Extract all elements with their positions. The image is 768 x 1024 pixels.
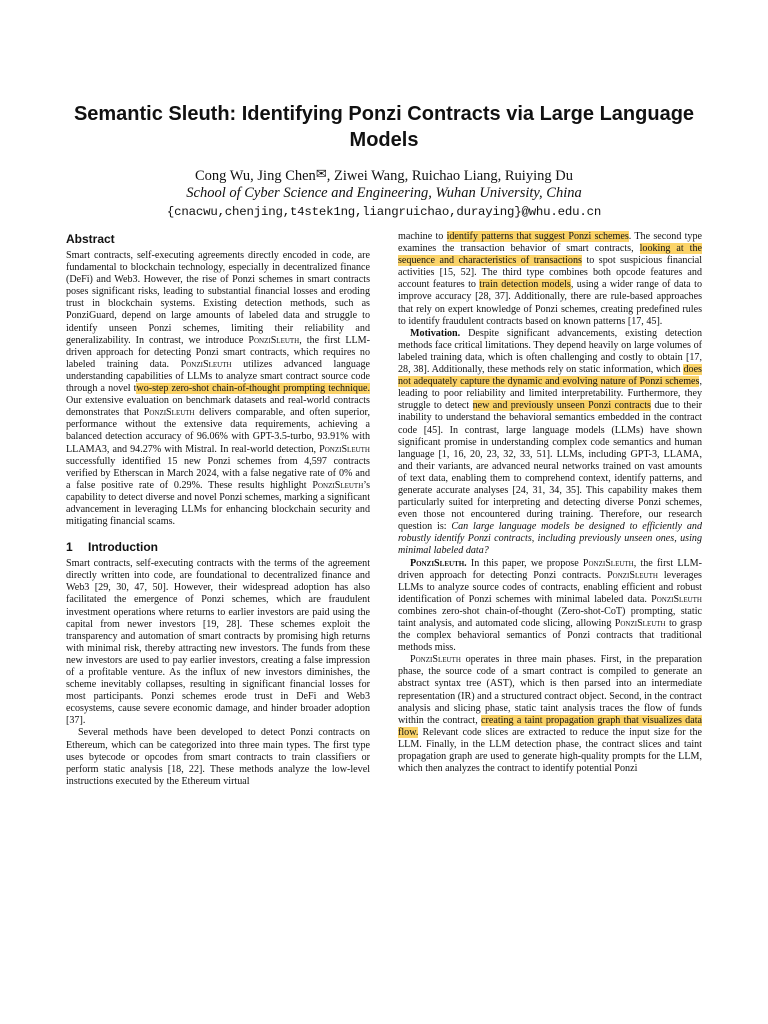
- paragraph-continued: [398, 231, 702, 328]
- body-text: operates in three main phases. First, in the preparation phase, the source code of a smart contract is compiled to generate an abstract syntax tree (AST), which is then parsed into an intermediate representation (IR) and a structured contract object. Second, in the contract analysis and slicing phase, static taint analysis traces the flow of funds within the contract,: [398, 654, 702, 726]
- system-name: PonziSleuth: [410, 654, 461, 666]
- system-name: PonziSleuth: [312, 479, 364, 491]
- body-text: . The second type examines the transaction behavior of smart contracts,: [398, 231, 703, 255]
- body-text: due to their inability to understand the behavioral semantics embedded in the contract code [45]. In contrast, large language models (LLMs) have shown significant promise in understanding complex code semantics and human language [1, 16, 20, 23, 32, 33, 51]. LLMs, including GPT-3, LLAMA, and their variants, are advanced neural networks trained on vast amounts of text data, enabling them to comprehend context, identify patterns, and generate accurate analyses [24, 31, 34, 35]. This capability makes them particularly suited for interpreting and detecting diverse Ponzi schemes, even those not encountered during training. Therefore, our research question is:: [398, 400, 702, 533]
- highlight: identify patterns that suggest Ponzi schemes: [446, 231, 629, 242]
- section-heading-introduction: [66, 539, 370, 555]
- system-name: PonziSleuth: [319, 443, 370, 455]
- system-name: PonziSleuth: [582, 557, 634, 569]
- body-text: Despite significant advancements, existing detection methods face critical limitations. They depend heavily on large volumes of labeled training data, which is often challenging and costly to obtain [17, 28, 38]. Additionally, these methods rely on static information, which: [398, 327, 702, 376]
- system-name: PonziSleuth: [614, 618, 666, 629]
- abstract-heading: Abstract: [66, 232, 115, 246]
- body-text: to grasp the complex behavioral semantics of Ponzi contracts that traditional methods miss.: [398, 618, 703, 654]
- body-text: combines zero-shot chain-of-thought (Zero-shot-CoT) prompting, static taint analysis, and automated code slicing, allowing: [398, 605, 702, 629]
- highlight: looking at the sequence and characteristics of transactions: [398, 243, 703, 267]
- body-text: to spot suspicious financial activities [15, 52]. The third type combines both opcode features and account features to: [398, 255, 703, 291]
- mail-icon: ✉: [315, 166, 327, 181]
- body-text: , the first LLM-driven approach for detecting Ponzi contracts.: [398, 557, 702, 581]
- highlight: creating a taint propagation graph that visualizes data flow.: [398, 714, 702, 738]
- affiliation: School of Cyber Science and Engineering, Wuhan University, China: [186, 185, 582, 201]
- highlight: train detection models: [479, 279, 571, 291]
- author-list: [40, 165, 728, 185]
- abstract-text: utilizes advanced language understanding capabilities of LLMs to analyze smart contract source code through a novel t: [66, 358, 370, 395]
- system-name: PonziSleuth: [143, 407, 195, 419]
- highlight: wo-step zero-shot chain-of-thought prompting technique.: [136, 383, 370, 395]
- body-text: In this paper, we propose: [466, 557, 583, 569]
- abstract-text: delivers comparable, and often superior, performance without the extensive data requirements, achieving a balanced detection accuracy of 96.06% with GPT-3.5-turbo, 93.91% with LLAMA3, and 94.27% with Mistral. In real-world detection,: [66, 407, 370, 455]
- body-text: , leading to poor reliability and limited interpretability. Furthermore, they struggle to detect: [398, 376, 702, 412]
- right-column: [398, 231, 702, 775]
- left-column: [66, 231, 370, 788]
- abstract-text: , the first LLM-driven approach for detecting Ponzi smart contracts, which requires no labeled training data.: [66, 334, 370, 370]
- research-question: Can large language models be designed to efficiently and robustly identify Ponzi contracts, including previously unseen ones, using minimal labeled data?: [398, 521, 702, 557]
- author-emails: {cnacwu,chenjing,t4stek1ng,liangruichao,duraying}@whu.edu.cn: [166, 205, 602, 219]
- system-name: PonziSleuth: [180, 358, 232, 370]
- body-text: leverages LLMs to analyze source codes of contracts, enabling efficient and robust identification of Ponzi schemes with minimal labeled data.: [398, 569, 702, 605]
- author-names-rest: , Ziwei Wang, Ruichao Liang, Ruiying Du: [326, 168, 573, 184]
- highlight: does not adequately capture the dynamic and evolving nature of Ponzi schemes: [398, 364, 702, 388]
- abstract-text: ’s capability to detect diverse and novel Ponzi schemes, marking a significant advancement in leveraging LLMs for enhancing blockchain security and mitigating financial scams.: [66, 479, 370, 528]
- abstract-text: Smart contracts, self-executing agreements directly encoded in code, are fundamental to blockchain technology, especially in decentralized finance (DeFi) and Web3. However, the rise of Ponzi schemes in smart contracts poses significant risks, leading to substantial financial losses and eroding trust in blockchain systems. Existing detection methods, such as PonziGuard, depend on large amounts of labeled data and struggle to identify unseen Ponzi schemes, limiting their reliability and generalizability. In contrast, we introduce: [66, 250, 370, 346]
- phases-paragraph: [398, 654, 702, 775]
- system-name: PonziSleuth: [607, 569, 658, 581]
- author-names-first: Cong Wu, Jing Chen: [195, 168, 316, 184]
- body-text: , using a wider range of data to improve accuracy [28, 37]. Additionally, there are rule-based approaches that rely on expert knowledge of Ponzi schemes, creating predefined rules to identify fraudulent contracts based on known patterns [17, 45].: [398, 279, 702, 327]
- abstract-text: Our extensive evaluation on benchmark datasets and real-world contracts demonstrates that: [66, 395, 370, 419]
- system-name: PonziSleuth: [248, 334, 300, 346]
- section-number: 1: [66, 540, 73, 555]
- intro-paragraph-1: Smart contracts, self-executing contracts with the terms of the agreement directly written into code, are foundational to decentralized finance and Web3 [29, 30, 47, 50]. However, their widespread adoption has also facilitated the emergence of Ponzi schemes, which are fraudulent investment operations where returns to earlier investors are paid using the capital from newer investors [19, 28]. These schemes exploit the transparency and automation of smart contracts by promising high returns with minimal risk, thereby attracting new investors. The funds from these new investors are used to pay earlier investors, creating a false impression of a profitable venture. As the influx of new investors diminishes, the scheme inevitably collapses, resulting in significant financial losses for most participants. Ponzi schemes erode trust in DeFi and Web3 ecosystems, cause severe economic damage, and hinder broader adoption [37].: [66, 558, 370, 727]
- motivation-label: Motivation.: [410, 327, 461, 339]
- intro-paragraph-2: Several methods have been developed to detect Ponzi contracts on Ethereum, which can be categorized into three main types. The first type uses bytecode or opcodes from smart contracts to train classifiers or perform static analysis [18, 22]. These methods analyze the low-level instructions executed by the Ethereum virtual: [66, 727, 370, 787]
- motivation-paragraph: [398, 328, 702, 558]
- ponzisleuth-paragraph: [398, 558, 702, 655]
- ponzisleuth-label: PonziSleuth.: [410, 557, 467, 569]
- system-name: PonziSleuth: [651, 593, 702, 605]
- abstract-paragraph: [66, 250, 370, 528]
- highlight: new and previously unseen Ponzi contracts: [472, 400, 651, 412]
- body-text: machine to: [398, 231, 447, 242]
- body-text: Relevant code slices are extracted to reduce the input size for the LLM. Finally, in the LLM detection phase, the contract slices and taint propagation graph are used to generate high-quality prompts for the LLM, which then analyzes the contract to identify potential Ponzi: [398, 726, 702, 775]
- abstract-text: successfully identified 15 new Ponzi schemes from 4,597 contracts verified by Etherscan in March 2024, with a false negative rate of 0% and a false positive rate of 0.29%. These results highlight: [66, 455, 370, 491]
- section-title: Introduction: [88, 540, 158, 555]
- paper-title: Semantic Sleuth: Identifying Ponzi Contracts via Large Language Models: [73, 103, 695, 151]
